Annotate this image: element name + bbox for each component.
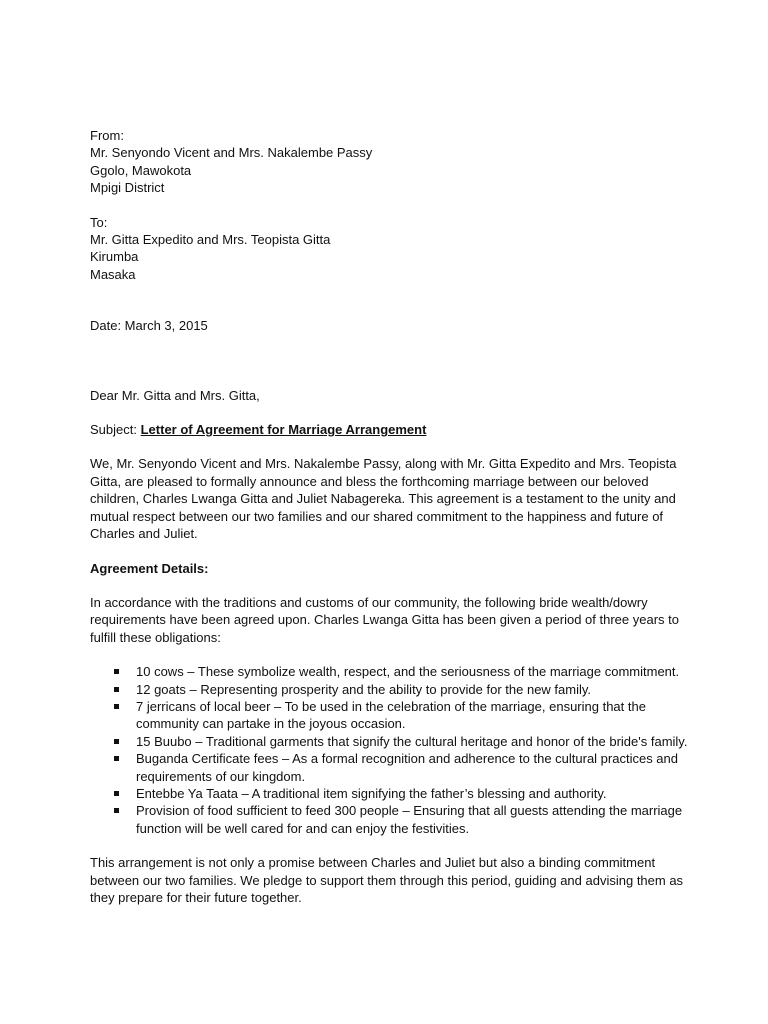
list-item-text: 12 goats – Representing prosperity and the ability to provide for the new family.	[136, 681, 592, 697]
to-label: To:	[90, 214, 108, 230]
list-item-text: Buganda Certificate fees – As a formal recognition and adherence to the cultural practices and requirements of our kingdom.	[136, 751, 678, 784]
requirements-list	[90, 663, 690, 837]
bullet-square-icon	[114, 739, 119, 744]
list-item-text: Provision of food sufficient to feed 300 people – Ensuring that all guests attending the marriage function will be well cared for and can enjoy the festivities.	[136, 803, 683, 836]
recipient-block	[90, 214, 690, 284]
recipient-address: Kirumba	[90, 249, 139, 265]
sender-names: Mr. Senyondo Vicent and Mrs. Nakalembe Passy	[90, 145, 373, 161]
subject-label: Subject:	[90, 422, 137, 438]
list-item	[136, 698, 690, 733]
list-item-text: 7 jerricans of local beer – To be used in the celebration of the marriage, ensuring that the community can partake in the joyous occasion.	[136, 698, 646, 732]
subject-line	[90, 421, 690, 438]
recipient-names: Mr. Gitta Expedito and Mrs. Teopista Gitta	[90, 232, 331, 248]
bullet-square-icon	[114, 791, 119, 796]
bullet-square-icon	[114, 669, 119, 674]
list-item-text: Entebbe Ya Taata – A traditional item signifying the father’s blessing and authority.	[136, 785, 607, 801]
closing-paragraph: This arrangement is not only a promise between Charles and Juliet but also a binding commitment between our two families. We pledge to support them through this period, guiding and advising them as they prepare for their future together.	[90, 855, 684, 905]
list-item-text: 15 Buubo – Traditional garments that signify the cultural heritage and honor of the bride's family.	[136, 733, 688, 749]
list-item	[136, 681, 690, 698]
bullet-square-icon	[114, 687, 119, 692]
bullet-square-icon	[114, 808, 119, 813]
list-item	[136, 802, 690, 837]
sender-block	[90, 127, 690, 197]
list-item	[136, 750, 690, 785]
list-item-text: 10 cows – These symbolize wealth, respect, and the seriousness of the marriage commitment.	[136, 664, 680, 680]
bullet-square-icon	[114, 756, 119, 761]
sender-district: Mpigi District	[90, 180, 165, 196]
intro-paragraph: We, Mr. Senyondo Vicent and Mrs. Nakalembe Passy, along with Mr. Gitta Expedito and Mrs. Teopista Gitta, are pleased to formally announce and bless the forthcoming marriage between our beloved children, Charles Lwanga Gitta and Juliet Nabagereka. This agreement is a testament to the unity and mutual respect between our two families and our shared commitment to the happiness and future of Charles and Juliet.	[90, 456, 677, 542]
recipient-town: Masaka	[90, 266, 136, 282]
subject-title: Letter of Agreement for Marriage Arrangement	[140, 422, 427, 438]
from-label: From:	[90, 128, 124, 143]
list-item	[136, 733, 690, 750]
letter-date: Date: March 3, 2015	[90, 318, 208, 334]
salutation: Dear Mr. Gitta and Mrs. Gitta,	[90, 387, 260, 403]
list-item	[136, 663, 690, 680]
letter-page	[90, 127, 690, 906]
sender-address: Ggolo, Mawokota	[90, 162, 192, 178]
bullet-square-icon	[114, 704, 119, 709]
agreement-paragraph: In accordance with the traditions and customs of our community, the following bride wealth/dowry requirements have been agreed upon. Charles Lwanga Gitta has been given a period of three years to fulfill these obligations:	[90, 594, 679, 645]
agreement-heading: Agreement Details:	[90, 560, 209, 576]
list-item	[136, 785, 690, 802]
